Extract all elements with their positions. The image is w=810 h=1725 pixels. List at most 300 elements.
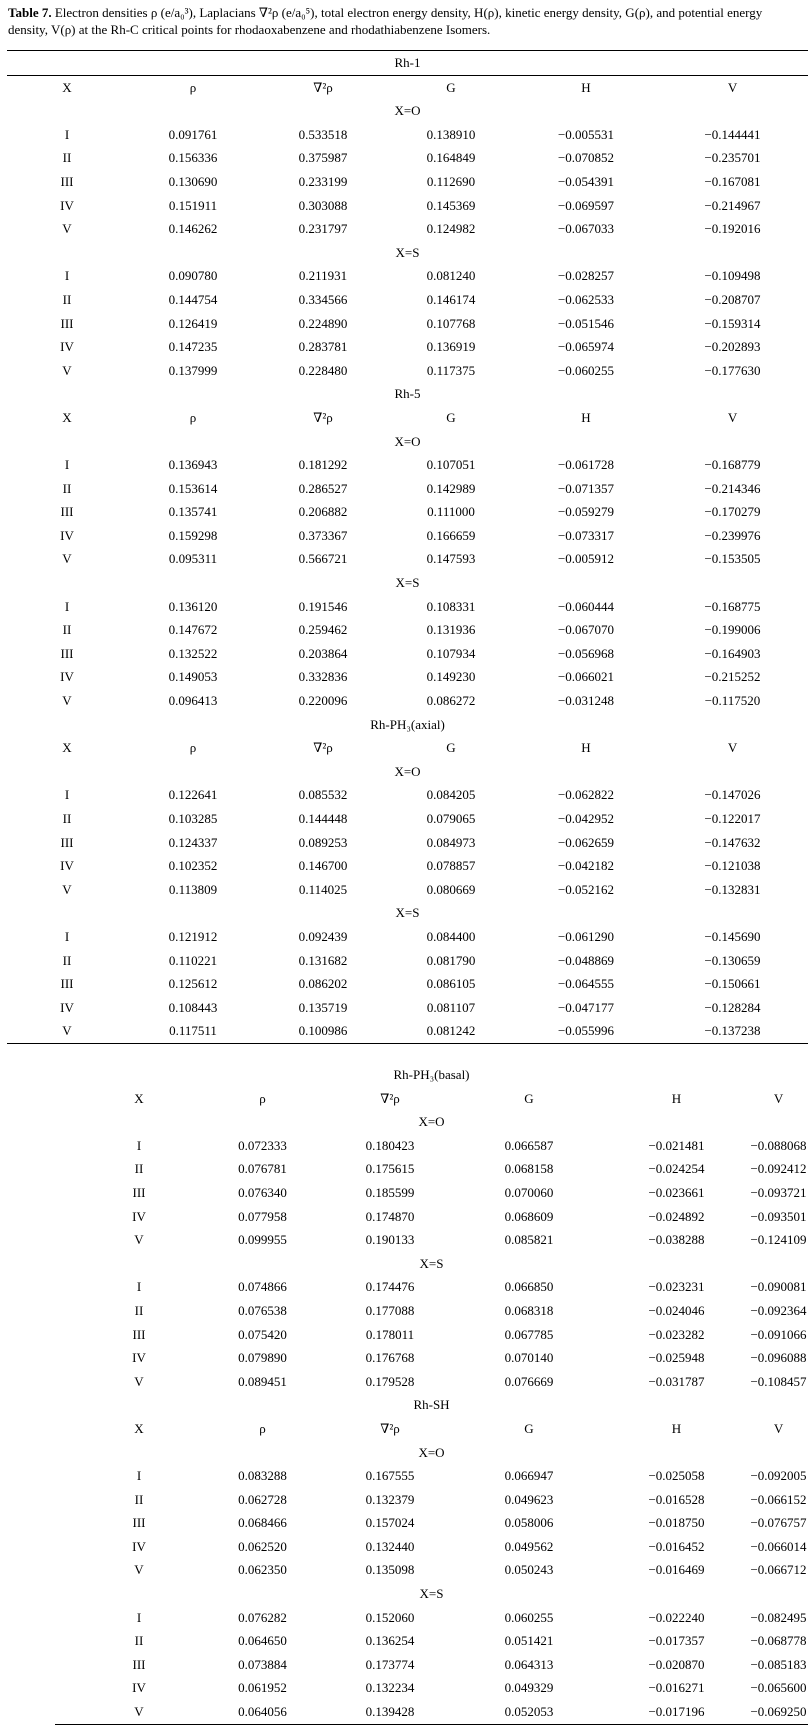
spacer-cell bbox=[55, 1676, 79, 1700]
subsection-row bbox=[7, 901, 808, 925]
table-cell: II bbox=[62, 480, 72, 496]
table-cell: 0.049562 bbox=[504, 1538, 554, 1554]
table-cell: 0.124982 bbox=[426, 221, 476, 237]
table-cell: 0.180423 bbox=[365, 1137, 415, 1153]
table-cell: V bbox=[62, 693, 72, 709]
table-cell: 0.286527 bbox=[298, 480, 348, 496]
table-cell: −0.062822 bbox=[557, 787, 615, 803]
table-cell: −0.042182 bbox=[557, 858, 615, 874]
table-row bbox=[7, 359, 808, 383]
table-row bbox=[7, 146, 808, 170]
table-cell: 0.074866 bbox=[238, 1279, 287, 1295]
table-cell: 0.145369 bbox=[426, 197, 476, 213]
table-cell: 0.144448 bbox=[298, 811, 348, 826]
table-cell: 0.136943 bbox=[168, 457, 218, 473]
table-cell: 0.179528 bbox=[365, 1373, 415, 1389]
table-cell: 0.107934 bbox=[426, 645, 476, 661]
table-cell: 0.084973 bbox=[426, 834, 476, 850]
column-header: V bbox=[727, 79, 738, 95]
table-cell: 0.062350 bbox=[238, 1562, 287, 1578]
spacer-cell bbox=[55, 1299, 79, 1323]
table-cell: 0.111000 bbox=[427, 504, 475, 520]
subsection-label: X=O bbox=[394, 433, 421, 449]
table-cell: 0.089253 bbox=[298, 834, 348, 850]
spacer-cell bbox=[55, 1346, 79, 1370]
table-cell: −0.016452 bbox=[648, 1538, 705, 1554]
subsection-label: X=O bbox=[418, 1114, 445, 1130]
table-cell: 0.081790 bbox=[426, 952, 476, 968]
table-cell: −0.065600 bbox=[750, 1680, 807, 1696]
column-header: H bbox=[671, 1090, 682, 1106]
table-cell: II bbox=[134, 1161, 144, 1177]
table-cell: 0.334566 bbox=[298, 291, 348, 307]
table-row bbox=[7, 500, 808, 524]
table-cell: −0.168775 bbox=[704, 598, 761, 614]
column-header: ρ bbox=[189, 409, 197, 425]
table-cell: II bbox=[62, 291, 72, 307]
column-header: G bbox=[524, 1090, 534, 1106]
table-cell: 0.107768 bbox=[426, 315, 476, 331]
column-header: ∇²ρ bbox=[380, 1090, 400, 1106]
table-cell: 0.157024 bbox=[365, 1515, 415, 1531]
table-cell: III bbox=[60, 976, 74, 992]
table-cell: −0.145690 bbox=[704, 928, 761, 944]
table-cell: −0.016469 bbox=[648, 1562, 705, 1578]
table-cell: 0.070060 bbox=[504, 1184, 554, 1200]
table-cell: −0.208707 bbox=[704, 291, 761, 307]
table-row bbox=[55, 1558, 808, 1582]
table-cell: −0.023282 bbox=[648, 1326, 705, 1342]
table-cell: −0.070852 bbox=[557, 150, 615, 166]
table-cell: 0.203864 bbox=[298, 645, 348, 661]
table-cell: 0.081107 bbox=[426, 999, 476, 1015]
table-row bbox=[55, 1370, 808, 1394]
table-cell: 0.070140 bbox=[504, 1350, 554, 1366]
table-cell: −0.071357 bbox=[557, 480, 615, 496]
table-cell: I bbox=[64, 268, 70, 284]
table-cell: I bbox=[64, 457, 70, 473]
table-cell: 0.146174 bbox=[426, 291, 476, 307]
table-cell: V bbox=[134, 1704, 144, 1720]
table-cell: 0.173774 bbox=[365, 1656, 415, 1672]
table-cell: 0.081242 bbox=[426, 1023, 476, 1039]
table-cell: 0.061952 bbox=[238, 1680, 287, 1696]
subsection-label: X=S bbox=[395, 244, 420, 260]
table-cell: 0.117375 bbox=[426, 362, 476, 378]
table-cell: III bbox=[60, 173, 74, 189]
table-cell: 0.206882 bbox=[298, 504, 348, 520]
table-cell: −0.092364 bbox=[750, 1302, 807, 1318]
table-cell: 0.076340 bbox=[238, 1184, 287, 1200]
table-cell: V bbox=[62, 551, 72, 567]
table-cell: −0.062533 bbox=[557, 291, 615, 307]
table-cell: −0.109498 bbox=[704, 268, 761, 284]
table-cell: −0.047177 bbox=[557, 999, 615, 1015]
table-cell: −0.017196 bbox=[648, 1704, 705, 1720]
table-cell: −0.066014 bbox=[750, 1538, 807, 1554]
subsection-label: X=S bbox=[419, 1255, 444, 1271]
table-row bbox=[55, 1228, 808, 1252]
caption-label: Table 7. bbox=[8, 5, 52, 20]
table-cell: 0.136919 bbox=[426, 339, 476, 355]
table-cell: 0.049329 bbox=[504, 1680, 554, 1696]
table-cell: 0.064056 bbox=[238, 1704, 287, 1720]
table-cell: −0.215252 bbox=[704, 669, 761, 685]
table-cell: 0.083288 bbox=[238, 1468, 287, 1484]
column-header: G bbox=[446, 79, 456, 95]
table-cell: 0.080669 bbox=[426, 881, 476, 897]
table-cell: 0.060255 bbox=[504, 1609, 554, 1625]
table-row bbox=[7, 595, 808, 619]
section-title-row bbox=[55, 1393, 808, 1417]
subsection-label: X=S bbox=[395, 575, 420, 591]
table-cell: −0.235701 bbox=[704, 150, 761, 166]
table-cell: IV bbox=[60, 197, 74, 213]
table-cell: 0.066850 bbox=[504, 1279, 554, 1295]
table-cell: 0.132522 bbox=[168, 645, 218, 661]
table-cell: 0.228480 bbox=[298, 362, 348, 378]
table-cell: −0.066021 bbox=[557, 669, 615, 685]
table-cell: 0.142989 bbox=[426, 480, 476, 496]
caption-text: Electron densities ρ (e/a₀³), Laplacians ∇²ρ (e/a₀⁵), total electron energy density, H(ρ), kinetic energy density, G(ρ), and potential energy density, V(ρ) at the Rh-C critical points for rhodaoxabenzene and rhodathiabenzene Isomers. bbox=[8, 5, 763, 37]
table-cell: 0.068609 bbox=[504, 1208, 554, 1224]
spacer-cell bbox=[55, 1087, 79, 1111]
column-header: V bbox=[727, 740, 738, 756]
table-cell: 0.084400 bbox=[426, 928, 476, 944]
column-header-row bbox=[7, 75, 808, 99]
subsection-row bbox=[7, 241, 808, 265]
table-cell: −0.128284 bbox=[704, 999, 761, 1015]
table-cell: IV bbox=[60, 339, 74, 355]
table-cell: −0.150661 bbox=[704, 976, 761, 992]
table-cell: 0.058006 bbox=[504, 1515, 554, 1531]
table-row bbox=[7, 618, 808, 642]
table-cell: −0.055996 bbox=[557, 1023, 615, 1039]
table-cell: 0.156336 bbox=[168, 150, 218, 166]
table-cell: I bbox=[136, 1279, 142, 1295]
subsection-row bbox=[7, 99, 808, 123]
table-cell: −0.023661 bbox=[648, 1184, 705, 1200]
table-cell: −0.199006 bbox=[704, 622, 761, 638]
table-cell: −0.061290 bbox=[557, 928, 615, 944]
table-cell: 0.146700 bbox=[298, 858, 348, 874]
table-cell: 0.131682 bbox=[298, 952, 348, 968]
table-row bbox=[7, 524, 808, 548]
table-cell: 0.166659 bbox=[426, 527, 476, 543]
data-table-part-1 bbox=[7, 50, 808, 1044]
table-cell: −0.066712 bbox=[750, 1562, 807, 1578]
table-cell: IV bbox=[132, 1350, 146, 1366]
section-title: Rh-1 bbox=[7, 51, 808, 76]
table-cell: 0.075420 bbox=[238, 1326, 287, 1342]
spacer-cell bbox=[55, 1323, 79, 1347]
column-header: V bbox=[773, 1090, 784, 1106]
table-cell: 0.533518 bbox=[298, 126, 348, 142]
table-cell: −0.005531 bbox=[557, 126, 615, 142]
column-header: ∇²ρ bbox=[313, 409, 333, 425]
table-cell: −0.073317 bbox=[557, 527, 615, 543]
column-header: H bbox=[581, 409, 591, 425]
table-cell: −0.090081 bbox=[750, 1279, 807, 1295]
table-cell: 0.147235 bbox=[168, 339, 218, 355]
table-cell: 0.107051 bbox=[426, 457, 476, 473]
table-cell: −0.076757 bbox=[750, 1515, 807, 1531]
table-cell: II bbox=[134, 1491, 144, 1507]
table-cell: 0.066947 bbox=[504, 1468, 554, 1484]
table-cell: 0.375987 bbox=[298, 150, 348, 166]
table-cell: 0.113809 bbox=[168, 881, 218, 897]
table-cell: 0.220096 bbox=[298, 693, 348, 709]
table-row bbox=[7, 996, 808, 1020]
section-title-row bbox=[55, 1063, 808, 1087]
spacer-cell bbox=[55, 1488, 79, 1512]
table-cell: III bbox=[132, 1656, 146, 1672]
subsection-label: X=O bbox=[418, 1444, 445, 1460]
table-cell: −0.059279 bbox=[557, 504, 615, 520]
table-row bbox=[7, 972, 808, 996]
spacer-cell bbox=[55, 1535, 79, 1559]
table-cell: IV bbox=[60, 527, 74, 543]
table-cell: 0.064650 bbox=[238, 1633, 287, 1649]
table-cell: I bbox=[136, 1468, 142, 1484]
table-row bbox=[55, 1181, 808, 1205]
table-cell: −0.031787 bbox=[648, 1373, 705, 1389]
table-cell: 0.096413 bbox=[168, 693, 218, 709]
table-cell: 0.108443 bbox=[168, 999, 218, 1015]
table-cell: −0.167081 bbox=[704, 173, 761, 189]
column-header: ∇²ρ bbox=[313, 740, 333, 756]
table-cell: II bbox=[134, 1633, 144, 1649]
table-cell: 0.099955 bbox=[238, 1232, 287, 1248]
table-row bbox=[7, 854, 808, 878]
column-header: X bbox=[62, 740, 72, 756]
table-cell: I bbox=[64, 787, 70, 803]
table-cell: −0.091066 bbox=[750, 1326, 807, 1342]
table-cell: −0.069597 bbox=[557, 197, 615, 213]
table-row bbox=[7, 689, 808, 713]
table-cell: 0.108331 bbox=[426, 598, 476, 614]
table-cell: 0.076669 bbox=[504, 1373, 554, 1389]
table-cell: 0.224890 bbox=[298, 315, 348, 331]
table-cell: 0.052053 bbox=[504, 1704, 554, 1720]
table-cell: 0.132379 bbox=[365, 1491, 415, 1507]
table-cell: III bbox=[132, 1515, 146, 1531]
table-cell: 0.132234 bbox=[365, 1680, 415, 1696]
table-cell: 0.086105 bbox=[426, 976, 476, 992]
subsection-label: X=O bbox=[394, 763, 421, 779]
table-cell: −0.164903 bbox=[704, 645, 761, 661]
table-cell: 0.167555 bbox=[365, 1468, 415, 1484]
table-row bbox=[7, 335, 808, 359]
table-cell: 0.095311 bbox=[168, 551, 218, 567]
table-cell: 0.086202 bbox=[298, 976, 348, 992]
subsection-row bbox=[55, 1252, 808, 1276]
table-cell: −0.062659 bbox=[557, 834, 615, 850]
table-cell: 0.152060 bbox=[365, 1609, 415, 1625]
table-cell: V bbox=[62, 221, 72, 237]
column-header: X bbox=[134, 1420, 144, 1436]
table-cell: −0.239976 bbox=[704, 527, 761, 543]
spacer-cell bbox=[55, 1134, 79, 1158]
column-header-row bbox=[55, 1087, 808, 1111]
spacer-cell bbox=[55, 1629, 79, 1653]
table-row bbox=[7, 453, 808, 477]
subsection-row bbox=[7, 571, 808, 595]
column-header: ∇²ρ bbox=[313, 79, 333, 95]
table-cell: −0.024046 bbox=[648, 1302, 705, 1318]
table-cell: I bbox=[64, 598, 70, 614]
table-cell: 0.068158 bbox=[504, 1161, 554, 1177]
subsection-row bbox=[55, 1582, 808, 1606]
table-cell: 0.073884 bbox=[238, 1656, 287, 1672]
table-cell: 0.131936 bbox=[426, 622, 476, 638]
subsection-row bbox=[7, 760, 808, 784]
column-header: X bbox=[134, 1090, 144, 1106]
table-cell: V bbox=[62, 1023, 72, 1039]
table-cell: −0.159314 bbox=[704, 315, 761, 331]
table-cell: 0.078857 bbox=[426, 858, 476, 874]
table-caption bbox=[8, 4, 804, 38]
table-cell: 0.135741 bbox=[168, 504, 218, 520]
table-row bbox=[7, 264, 808, 288]
subsection-label: X=S bbox=[395, 905, 420, 921]
table-cell: −0.067070 bbox=[557, 622, 615, 638]
table-cell: 0.135098 bbox=[365, 1562, 415, 1578]
table-cell: 0.147593 bbox=[426, 551, 476, 567]
table-body bbox=[7, 51, 808, 1044]
table-cell: 0.112690 bbox=[426, 173, 476, 189]
table-cell: 0.174476 bbox=[365, 1279, 415, 1295]
table-cell: −0.068778 bbox=[750, 1633, 807, 1649]
table-row bbox=[7, 547, 808, 571]
table-cell: 0.100986 bbox=[298, 1023, 348, 1039]
table-cell: 0.124337 bbox=[168, 834, 218, 850]
table-cell: 0.147672 bbox=[168, 622, 218, 638]
table-cell: −0.066152 bbox=[750, 1491, 807, 1507]
spacer-cell bbox=[55, 1606, 79, 1630]
spacer-cell bbox=[55, 1205, 79, 1229]
table-cell: −0.028257 bbox=[557, 268, 615, 284]
table-row bbox=[7, 288, 808, 312]
table-cell: −0.168779 bbox=[704, 457, 761, 473]
column-header: ρ bbox=[189, 79, 197, 95]
table-cell: −0.024892 bbox=[648, 1208, 705, 1224]
table-row bbox=[55, 1606, 808, 1630]
table-row bbox=[55, 1511, 808, 1535]
table-cell: 0.303088 bbox=[298, 197, 348, 213]
table-cell: 0.176768 bbox=[365, 1350, 415, 1366]
table-cell: 0.077958 bbox=[238, 1208, 287, 1224]
spacer-cell bbox=[55, 1275, 79, 1299]
table-cell: 0.181292 bbox=[298, 457, 348, 473]
table-cell: III bbox=[132, 1184, 146, 1200]
spacer-cell bbox=[55, 1181, 79, 1205]
table-cell: I bbox=[136, 1609, 142, 1625]
table-cell: III bbox=[60, 504, 74, 520]
table-cell: V bbox=[62, 881, 72, 897]
table-cell: 0.091761 bbox=[168, 126, 218, 142]
table-cell: IV bbox=[60, 669, 74, 685]
spacer-cell bbox=[55, 1464, 79, 1488]
table-cell: 0.151911 bbox=[168, 197, 218, 213]
table-cell: −0.031248 bbox=[557, 693, 615, 709]
table-cell: −0.214967 bbox=[704, 197, 761, 213]
table-cell: III bbox=[60, 645, 74, 661]
table-cell: 0.174870 bbox=[365, 1208, 415, 1224]
table-cell: 0.122641 bbox=[168, 787, 218, 803]
table-cell: 0.089451 bbox=[238, 1373, 287, 1389]
table-row bbox=[55, 1134, 808, 1158]
table-cell: −0.052162 bbox=[557, 881, 615, 897]
table-cell: 0.090780 bbox=[168, 268, 218, 284]
table-cell: −0.016271 bbox=[648, 1680, 705, 1696]
table-cell: −0.025058 bbox=[648, 1468, 705, 1484]
table-cell: II bbox=[62, 622, 72, 638]
table-cell: 0.114025 bbox=[298, 881, 348, 897]
table-cell: IV bbox=[132, 1208, 146, 1224]
table-cell: 0.190133 bbox=[365, 1232, 415, 1248]
spacer-cell bbox=[55, 1700, 79, 1724]
table-cell: 0.076781 bbox=[238, 1161, 287, 1177]
column-header: ∇²ρ bbox=[380, 1420, 400, 1436]
table-cell: −0.214346 bbox=[704, 480, 761, 496]
table-cell: V bbox=[134, 1232, 144, 1248]
data-table-part-2 bbox=[55, 1063, 808, 1725]
table-cell: 0.136254 bbox=[365, 1633, 415, 1649]
table-row bbox=[7, 925, 808, 949]
table-cell: II bbox=[62, 150, 72, 166]
table-cell: −0.088068 bbox=[750, 1137, 807, 1153]
table-cell: 0.076538 bbox=[238, 1302, 287, 1318]
table-cell: −0.065974 bbox=[557, 339, 615, 355]
table-cell: 0.049623 bbox=[504, 1491, 554, 1507]
table-cell: −0.121038 bbox=[704, 858, 761, 874]
table-row bbox=[55, 1299, 808, 1323]
table-cell: 0.062728 bbox=[238, 1491, 287, 1507]
table-cell: 0.072333 bbox=[238, 1137, 287, 1153]
table-cell: −0.060255 bbox=[557, 362, 615, 378]
section-title: Rh-SH bbox=[413, 1397, 450, 1413]
table-cell: −0.132831 bbox=[704, 881, 761, 897]
subsection-row bbox=[7, 430, 808, 454]
table-cell: −0.085183 bbox=[750, 1656, 807, 1672]
table-cell: 0.136120 bbox=[168, 598, 218, 614]
table-cell: −0.061728 bbox=[557, 457, 615, 473]
spacer-cell bbox=[55, 1370, 79, 1394]
table-row bbox=[7, 1019, 808, 1043]
table-cell: 0.332836 bbox=[298, 669, 348, 685]
table-cell: V bbox=[134, 1562, 144, 1578]
table-cell: −0.147632 bbox=[704, 834, 761, 850]
table-cell: 0.138910 bbox=[426, 126, 476, 142]
table-cell: −0.054391 bbox=[557, 173, 615, 189]
table-cell: −0.016528 bbox=[648, 1491, 705, 1507]
section-title: Rh-PH₃(basal) bbox=[393, 1067, 470, 1082]
table-cell: 0.231797 bbox=[298, 221, 348, 237]
table-cell: 0.373367 bbox=[298, 527, 348, 543]
table-cell: −0.092412 bbox=[750, 1161, 807, 1177]
table-cell: 0.130690 bbox=[168, 173, 218, 189]
table-cell: IV bbox=[132, 1538, 146, 1554]
table-cell: −0.067033 bbox=[557, 221, 615, 237]
table-cell: 0.066587 bbox=[504, 1137, 554, 1153]
table-cell: −0.023231 bbox=[648, 1279, 705, 1295]
table-cell: −0.038288 bbox=[648, 1232, 705, 1248]
table-cell: −0.117520 bbox=[704, 693, 761, 709]
column-header: G bbox=[446, 740, 456, 756]
table-row bbox=[55, 1323, 808, 1347]
table-cell: 0.068318 bbox=[504, 1302, 554, 1318]
